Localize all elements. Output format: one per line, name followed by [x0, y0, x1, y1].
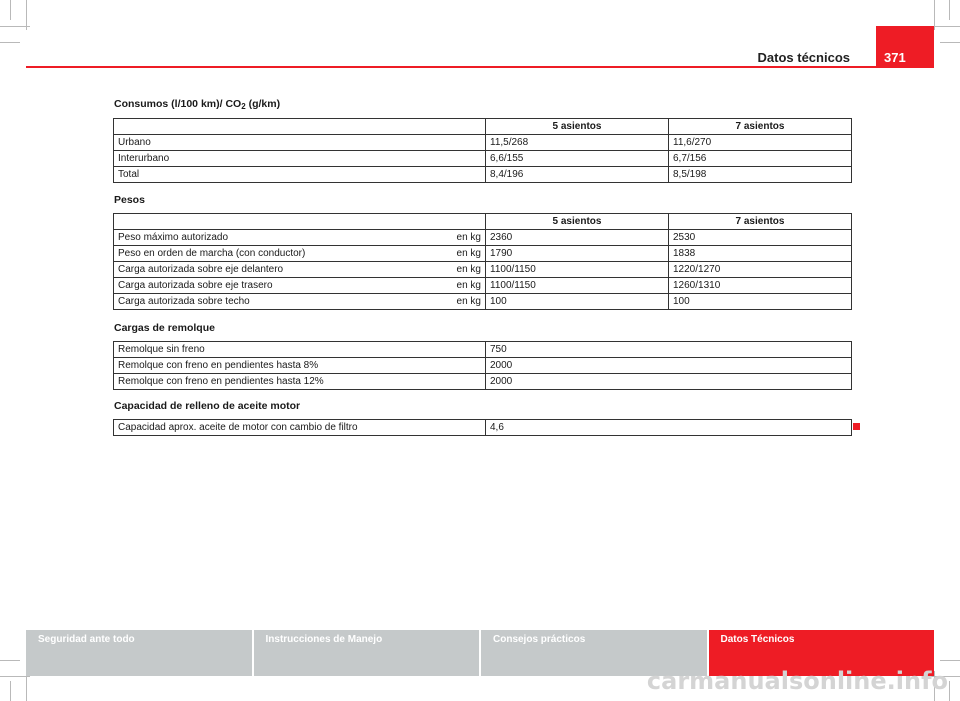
table-row — [114, 151, 852, 167]
row-unit: en kg — [456, 280, 481, 291]
row-label: Total — [114, 167, 486, 183]
crop-mark — [0, 660, 20, 661]
header-divider — [26, 66, 934, 68]
cell-7-asientos: 6,7/156 — [669, 151, 852, 167]
pesos-table — [113, 213, 852, 310]
table-row — [114, 374, 852, 390]
row-label: Remolque con freno en pendientes hasta 12% — [114, 374, 486, 390]
footer-tab-datos-tecnicos[interactable]: Datos Técnicos — [709, 630, 935, 676]
cell-7-asientos: 100 — [669, 294, 852, 310]
cell-value: 2000 — [486, 358, 852, 374]
table-row — [114, 135, 852, 151]
row-label: Carga autorizada sobre eje delantero — [118, 264, 284, 275]
section-title-pesos: Pesos — [114, 194, 145, 206]
cell-5-asientos: 1100/1150 — [486, 262, 669, 278]
row-label-cell — [114, 294, 486, 310]
table-header-row — [114, 119, 852, 135]
footer-tab-consejos[interactable]: Consejos prácticos — [481, 630, 707, 676]
row-label-cell — [114, 230, 486, 246]
cell-5-asientos: 100 — [486, 294, 669, 310]
table-row — [114, 420, 852, 436]
table-row — [114, 294, 852, 310]
cell-7-asientos: 11,6/270 — [669, 135, 852, 151]
crop-mark — [949, 0, 950, 20]
cell-7-asientos: 1220/1270 — [669, 262, 852, 278]
section-title-aceite: Capacidad de relleno de aceite motor — [114, 400, 301, 412]
row-label-cell — [114, 278, 486, 294]
row-label: Peso en orden de marcha (con conductor) — [118, 248, 306, 259]
cell-5-asientos: 2360 — [486, 230, 669, 246]
table-row — [114, 246, 852, 262]
table-row — [114, 342, 852, 358]
aceite-table — [113, 419, 852, 436]
crop-mark — [10, 0, 11, 20]
row-label-cell — [114, 246, 486, 262]
row-label: Interurbano — [114, 151, 486, 167]
table-row — [114, 358, 852, 374]
watermark: carmanualsonline.info — [646, 667, 948, 695]
row-label: Carga autorizada sobre techo — [118, 296, 250, 307]
cell-7-asientos: 1838 — [669, 246, 852, 262]
table-row — [114, 167, 852, 183]
remolque-table — [113, 341, 852, 390]
section-title-remolque: Cargas de remolque — [114, 322, 215, 334]
table-row — [114, 262, 852, 278]
page-number: 371 — [884, 50, 906, 65]
header-cell: 5 asientos — [486, 119, 669, 135]
crop-mark — [0, 676, 30, 677]
cell-value: 4,6 — [486, 420, 852, 436]
row-unit: en kg — [456, 264, 481, 275]
crop-mark — [940, 42, 960, 43]
crop-mark — [0, 26, 30, 27]
cell-5-asientos: 1790 — [486, 246, 669, 262]
crop-mark — [949, 681, 950, 701]
row-unit: en kg — [456, 232, 481, 243]
row-label-cell — [114, 262, 486, 278]
row-unit: en kg — [456, 296, 481, 307]
table-row — [114, 278, 852, 294]
footer-tab-seguridad[interactable]: Seguridad ante todo — [26, 630, 252, 676]
crop-mark — [940, 660, 960, 661]
crop-mark — [930, 26, 960, 27]
cell-5-asientos: 11,5/268 — [486, 135, 669, 151]
consumos-table — [113, 118, 852, 183]
header-cell — [114, 214, 486, 230]
table-row — [114, 230, 852, 246]
header-cell: 5 asientos — [486, 214, 669, 230]
table-header-row — [114, 214, 852, 230]
crop-mark — [10, 681, 11, 701]
section-end-marker — [853, 423, 860, 430]
row-label: Carga autorizada sobre eje trasero — [118, 280, 273, 291]
row-label: Urbano — [114, 135, 486, 151]
header-cell: 7 asientos — [669, 214, 852, 230]
row-label: Remolque sin freno — [114, 342, 486, 358]
row-label: Capacidad aprox. aceite de motor con cambio de filtro — [114, 420, 486, 436]
cell-7-asientos: 2530 — [669, 230, 852, 246]
cell-5-asientos: 1100/1150 — [486, 278, 669, 294]
section-title-consumos: Consumos (l/100 km)/ $CO_2$ (g/km) — [114, 98, 281, 111]
page-header-title: Datos técnicos — [757, 50, 850, 65]
cell-5-asientos: 6,6/155 — [486, 151, 669, 167]
header-cell — [114, 119, 486, 135]
footer-tab-instrucciones[interactable]: Instrucciones de Manejo — [254, 630, 480, 676]
cell-7-asientos: 1260/1310 — [669, 278, 852, 294]
row-label: Peso máximo autorizado — [118, 232, 229, 243]
row-unit: en kg — [456, 248, 481, 259]
cell-7-asientos: 8,5/198 — [669, 167, 852, 183]
row-label: Remolque con freno en pendientes hasta 8% — [114, 358, 486, 374]
cell-value: 2000 — [486, 374, 852, 390]
cell-value: 750 — [486, 342, 852, 358]
cell-5-asientos: 8,4/196 — [486, 167, 669, 183]
header-cell: 7 asientos — [669, 119, 852, 135]
crop-mark — [0, 42, 20, 43]
